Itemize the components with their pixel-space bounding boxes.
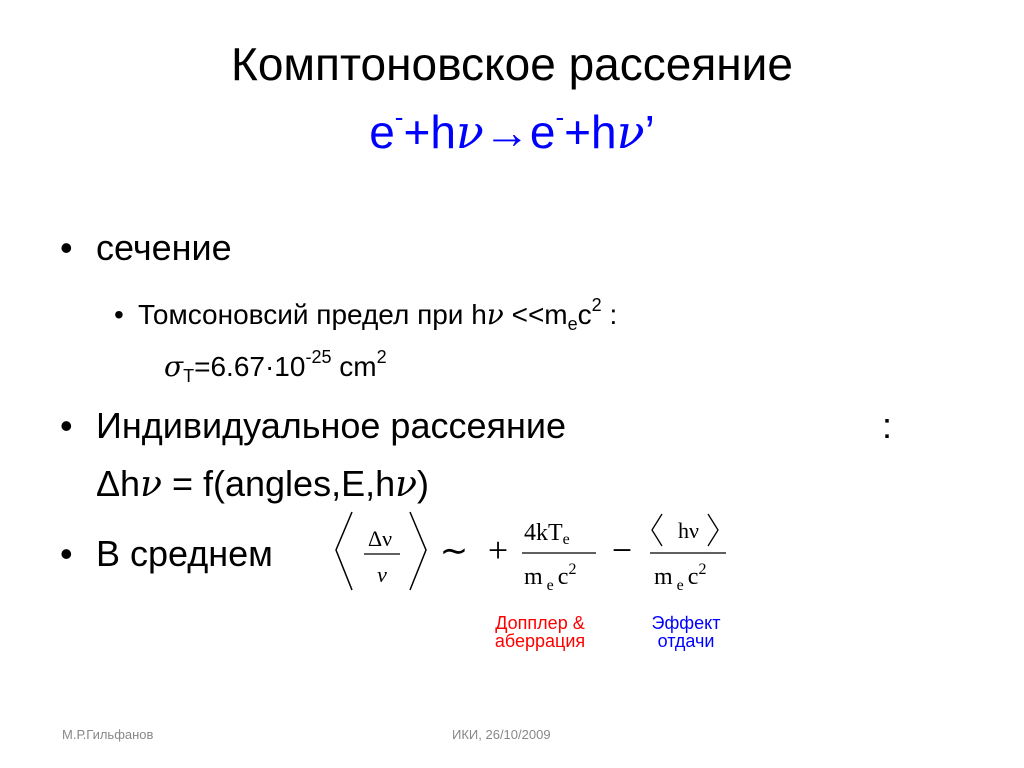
subbullet-colon: : [601, 299, 618, 330]
bullet-cross-section [60, 226, 232, 270]
bullet-individual-scattering [60, 404, 566, 448]
unit: cm [331, 351, 377, 382]
energy-shift-formula [96, 462, 429, 507]
subscript-T: T [183, 366, 195, 386]
reaction-photon-2: +h [564, 106, 617, 158]
bullet-dot: • [60, 227, 73, 268]
bullet-dot: • [60, 533, 73, 574]
numerator-4kT: 4kTe [524, 520, 570, 548]
nu-denominator: ν [377, 562, 387, 587]
reaction-prime: ’ [644, 106, 655, 158]
reaction-nu-2: ν [616, 105, 645, 159]
delta-symbol: Δ [96, 463, 121, 504]
unit-exponent: 2 [376, 347, 387, 367]
right-angle-bracket-small [708, 514, 718, 546]
thomson-cross-section-value [164, 347, 387, 386]
function-args: = f(angles,E,h [161, 463, 396, 504]
speed-of-light: c [577, 299, 592, 330]
reaction-charge-2: - [555, 102, 565, 132]
footer-place-date: ИКИ, 26/10/2009 [452, 727, 551, 742]
note-line: аберрация [494, 631, 586, 651]
note-line: Эффект [651, 613, 721, 633]
denominator-mec2-2: m $_e$ $c^2$ [654, 561, 707, 594]
superscript-2: 2 [591, 295, 602, 315]
exponent: -25 [305, 347, 332, 367]
minus-symbol: − [611, 530, 633, 570]
reaction-electron-2: e [529, 106, 556, 158]
bullet-dot: • [114, 299, 124, 330]
reaction-equation [0, 102, 1024, 159]
left-angle-bracket-small [652, 514, 662, 546]
denominator-mec2: m $_e$ $c^2$ [524, 561, 577, 594]
nu-symbol: ν [140, 464, 162, 505]
nu-symbol: ν [486, 298, 504, 331]
right-angle-bracket [410, 512, 426, 590]
bullet-text: Индивидуальное рассеяние [96, 405, 566, 446]
reaction-charge-1: - [394, 102, 404, 132]
sim-symbol: ∼ [439, 533, 469, 570]
left-angle-bracket [336, 512, 352, 590]
average-shift-formula [318, 508, 738, 594]
sigma-value: =6.67·10 [194, 351, 306, 382]
bullet-colon: : [882, 405, 893, 446]
bullet-text: В среднем [96, 533, 273, 574]
delta-nu-numerator: Δν [367, 526, 393, 551]
bullet-text: сечение [96, 227, 232, 268]
subbullet-text: Томсоновсий предел при h [138, 299, 487, 330]
note-line: отдачи [657, 631, 715, 651]
nu-symbol: ν [395, 464, 417, 505]
reaction-arrow: → [483, 106, 530, 158]
plus-symbol: + [487, 530, 509, 570]
subbullet-thomson-limit [114, 295, 618, 334]
reaction-electron-1: e [369, 106, 395, 158]
close-paren: ) [417, 463, 429, 504]
reaction-photon-1: +h [403, 106, 456, 158]
subscript-e: e [567, 314, 578, 334]
numerator-hnu: hν [678, 518, 699, 543]
bullet-dot: • [60, 405, 73, 446]
subbullet-mid: <<m [503, 299, 568, 330]
planck-h: h [120, 463, 141, 504]
slide-title: Комптоновское рассеяние [231, 38, 793, 90]
reaction-nu-1: ν [455, 105, 484, 159]
footer-author: М.Р.Гильфанов [62, 727, 154, 742]
bullet-on-average [60, 532, 273, 576]
recoil-effect-note [626, 614, 746, 650]
sigma-symbol: σ [164, 350, 184, 383]
note-line: Допплер & [495, 613, 585, 633]
doppler-aberration-note [470, 614, 610, 650]
